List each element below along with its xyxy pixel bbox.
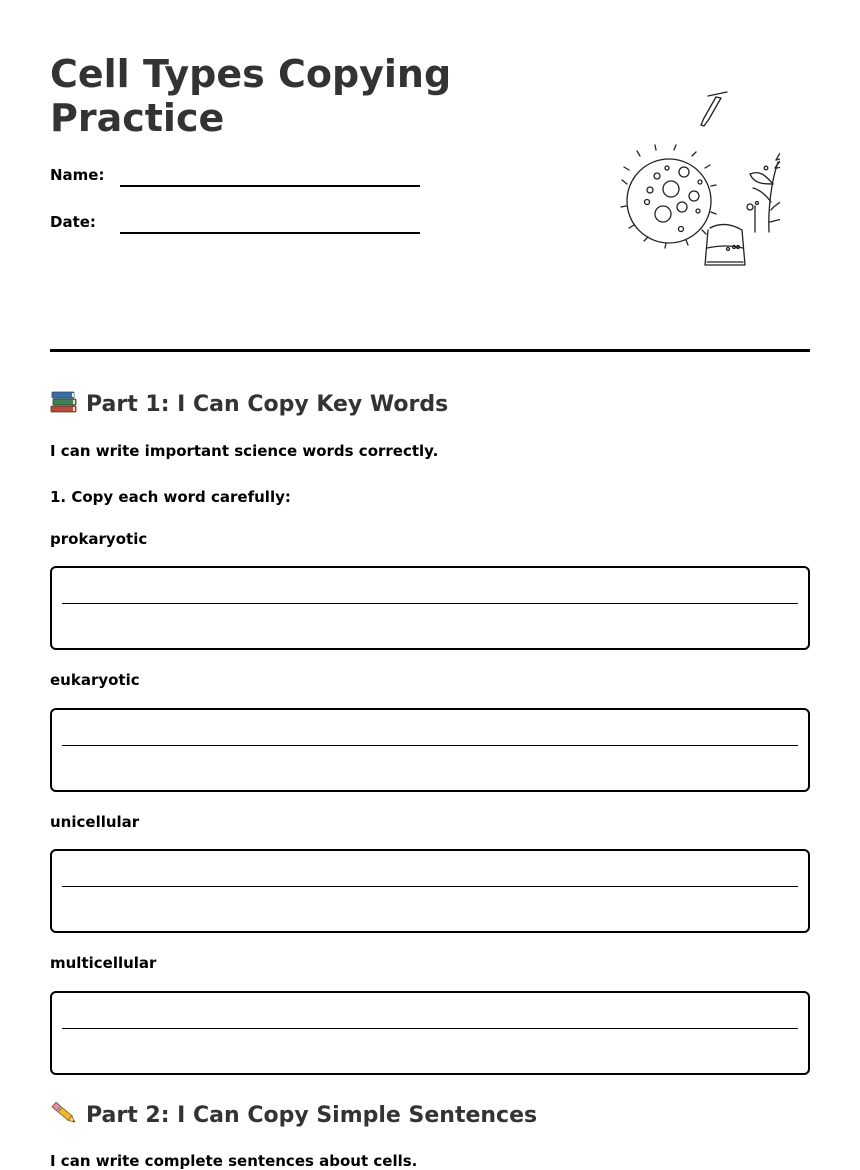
copy-box-prokaryotic[interactable]	[50, 566, 810, 650]
part2-goal: I can write complete sentences about cells.	[50, 1152, 418, 1170]
word-label-eukaryotic: eukaryotic	[50, 671, 140, 689]
part1-heading-text: Part 1: I Can Copy Key Words	[86, 392, 449, 417]
copy-box-unicellular[interactable]	[50, 849, 810, 933]
name-write-line[interactable]	[120, 185, 420, 187]
writing-guide-line	[62, 745, 798, 746]
copy-box-multicellular[interactable]	[50, 991, 810, 1075]
writing-guide-line	[62, 1028, 798, 1029]
cell-science-illustration	[570, 90, 780, 275]
word-label-multicellular: multicellular	[50, 954, 157, 972]
pencil-icon	[50, 1101, 78, 1125]
date-label: Date:	[50, 213, 96, 231]
pipette-icon	[701, 92, 727, 126]
word-label-unicellular: unicellular	[50, 813, 140, 831]
writing-guide-line	[62, 603, 798, 604]
word-label-prokaryotic: prokaryotic	[50, 530, 148, 548]
worksheet-page	[50, 0, 810, 1170]
date-field[interactable]	[50, 213, 420, 237]
part2-heading	[50, 1101, 537, 1128]
name-label: Name:	[50, 166, 105, 184]
date-write-line[interactable]	[120, 232, 420, 234]
plant-icon	[747, 145, 780, 232]
part1-instruction: 1. Copy each word carefully:	[50, 488, 291, 506]
name-field[interactable]	[50, 166, 420, 190]
header-divider	[50, 349, 810, 352]
writing-guide-line	[62, 886, 798, 887]
part1-heading	[50, 390, 448, 417]
part1-goal: I can write important science words correctly.	[50, 442, 439, 460]
part2-heading-text: Part 2: I Can Copy Simple Sentences	[86, 1103, 538, 1128]
worksheet-header	[50, 0, 810, 352]
beaker-icon	[705, 224, 745, 265]
worksheet-title: Cell Types Copying Practice	[50, 52, 452, 140]
copy-box-eukaryotic[interactable]	[50, 708, 810, 792]
books-icon	[50, 390, 78, 414]
cell-icon	[621, 145, 716, 248]
